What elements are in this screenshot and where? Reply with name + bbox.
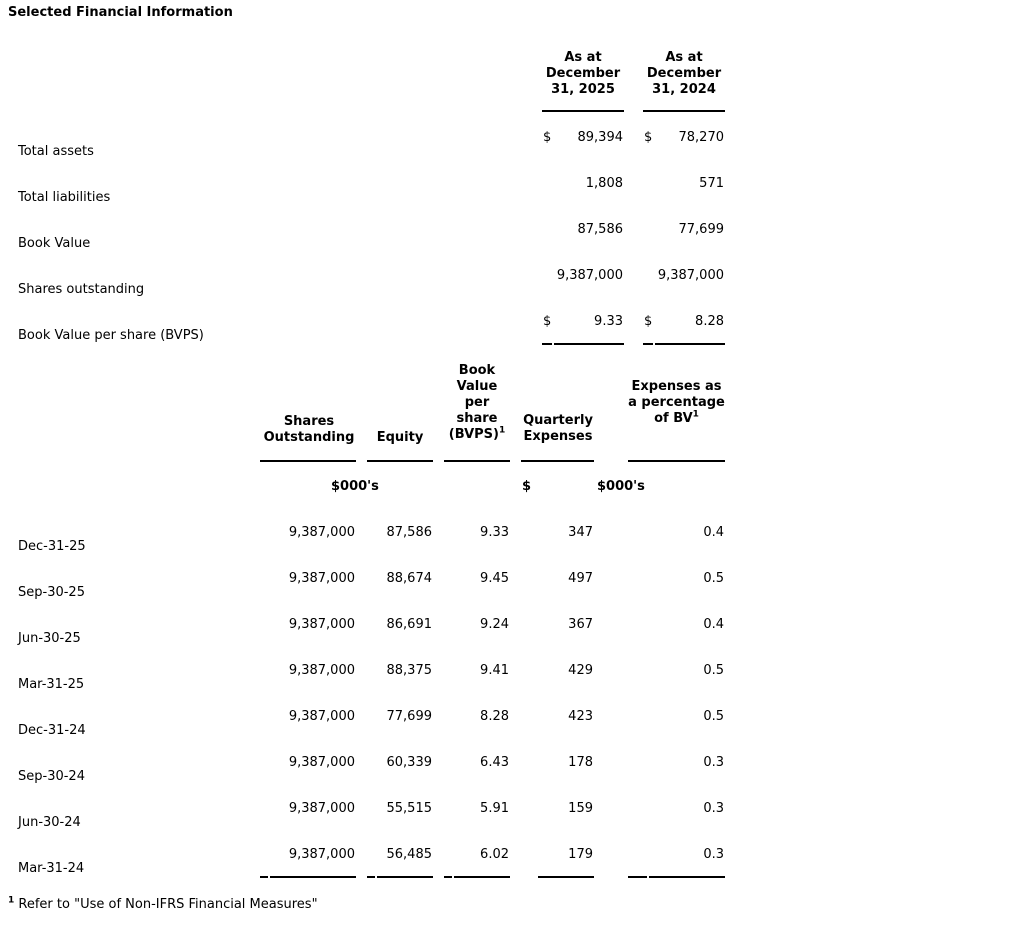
units-thousands-left: $000's xyxy=(331,479,379,494)
cell-bvps: 9.24 xyxy=(480,617,509,632)
summary-header-rule-2024 xyxy=(643,110,725,112)
cell-expenses: 178 xyxy=(568,755,593,770)
cell-shares: 9,387,000 xyxy=(288,571,355,586)
cell-bvps: 9.45 xyxy=(480,571,509,586)
cell-shares: 9,387,000 xyxy=(288,755,355,770)
table-bottom-rule xyxy=(538,876,594,878)
cell-pct: 0.3 xyxy=(703,755,724,770)
page-title: Selected Financial Information xyxy=(8,5,233,20)
table-bottom-rule xyxy=(649,876,725,878)
summary-bottom-rule xyxy=(655,343,725,345)
cell-pct: 0.3 xyxy=(703,847,724,862)
row-date: Jun-30-24 xyxy=(18,815,81,830)
table-bottom-rule xyxy=(377,876,433,878)
summary-value-2024: 571 xyxy=(699,176,724,191)
cell-shares: 9,387,000 xyxy=(288,709,355,724)
cell-equity: 88,375 xyxy=(386,663,432,678)
table-bottom-rule xyxy=(454,876,510,878)
summary-value-2025: 87,586 xyxy=(577,222,623,237)
cell-pct: 0.4 xyxy=(703,617,724,632)
cell-equity: 77,699 xyxy=(386,709,432,724)
currency-symbol: $ xyxy=(644,130,653,145)
col-header-expenses: Quarterly Expenses xyxy=(523,413,593,444)
cell-pct: 0.5 xyxy=(703,663,724,678)
row-date: Jun-30-25 xyxy=(18,631,81,646)
col-header-bvps: Book Value per share (BVPS)$^1$ xyxy=(448,363,506,442)
cell-equity: 55,515 xyxy=(386,801,432,816)
cell-equity: 88,674 xyxy=(386,571,432,586)
cell-pct: 0.5 xyxy=(703,571,724,586)
summary-bottom-rule xyxy=(554,343,624,345)
col-header-rule xyxy=(367,460,433,462)
summary-bottom-rule xyxy=(542,343,552,345)
cell-shares: 9,387,000 xyxy=(288,525,355,540)
summary-row-label: Book Value xyxy=(18,236,91,251)
cell-expenses: 429 xyxy=(568,663,593,678)
currency-symbol: $ xyxy=(543,314,552,329)
summary-bottom-rule xyxy=(643,343,653,345)
summary-row-label: Total liabilities xyxy=(18,190,111,205)
summary-value-2025: 9.33 xyxy=(594,314,623,329)
currency-symbol: $ xyxy=(543,130,552,145)
col-header-rule xyxy=(260,460,356,462)
cell-bvps: 6.43 xyxy=(480,755,509,770)
cell-equity: 87,586 xyxy=(386,525,432,540)
row-date: Sep-30-25 xyxy=(18,585,85,600)
cell-expenses: 347 xyxy=(568,525,593,540)
footnote xyxy=(8,897,318,912)
cell-shares: 9,387,000 xyxy=(288,801,355,816)
table-bottom-rule xyxy=(444,876,452,878)
summary-value-2025: 1,808 xyxy=(585,176,623,191)
col-header-rule xyxy=(444,460,510,462)
summary-value-2024: 77,699 xyxy=(678,222,724,237)
cell-shares: 9,387,000 xyxy=(288,617,355,632)
row-date: Mar-31-25 xyxy=(18,677,85,692)
footnote-marker: 1 xyxy=(8,895,15,906)
cell-shares: 9,387,000 xyxy=(288,663,355,678)
cell-expenses: 423 xyxy=(568,709,593,724)
cell-expenses: 179 xyxy=(568,847,593,862)
cell-pct: 0.5 xyxy=(703,709,724,724)
col-header-equity: Equity xyxy=(376,430,424,445)
row-date: Mar-31-24 xyxy=(18,861,85,876)
summary-header-2024: As at December 31, 2024 xyxy=(646,50,722,97)
cell-bvps: 9.33 xyxy=(480,525,509,540)
cell-expenses: 159 xyxy=(568,801,593,816)
summary-value-2024: 9,387,000 xyxy=(657,268,724,283)
units-thousands-right: $000's xyxy=(597,479,645,494)
summary-value-2025: 89,394 xyxy=(577,130,623,145)
row-date: Dec-31-25 xyxy=(18,539,86,554)
summary-row-label: Book Value per share (BVPS) xyxy=(18,328,204,343)
summary-value-2024: 78,270 xyxy=(678,130,724,145)
summary-row-label: Shares outstanding xyxy=(18,282,145,297)
cell-bvps: 9.41 xyxy=(480,663,509,678)
cell-expenses: 497 xyxy=(568,571,593,586)
table-bottom-rule xyxy=(628,876,647,878)
units-dollar: $ xyxy=(522,479,532,494)
cell-equity: 86,691 xyxy=(386,617,432,632)
table-bottom-rule xyxy=(367,876,375,878)
col-header-shares: Shares Outstanding xyxy=(263,414,355,445)
col-header-pct: Expenses as a percentage of $BV^1$ xyxy=(628,379,725,426)
col-header-rule xyxy=(628,460,725,462)
col-header-rule xyxy=(521,460,594,462)
cell-equity: 56,485 xyxy=(386,847,432,862)
row-date: Sep-30-24 xyxy=(18,769,85,784)
cell-equity: 60,339 xyxy=(386,755,432,770)
summary-header-2025: As at December 31, 2025 xyxy=(545,50,621,97)
cell-shares: 9,387,000 xyxy=(288,847,355,862)
cell-bvps: 5.91 xyxy=(480,801,509,816)
cell-bvps: 8.28 xyxy=(480,709,509,724)
table-bottom-rule xyxy=(260,876,268,878)
cell-pct: 0.4 xyxy=(703,525,724,540)
row-date: Dec-31-24 xyxy=(18,723,86,738)
cell-expenses: 367 xyxy=(568,617,593,632)
summary-value-2025: 9,387,000 xyxy=(556,268,623,283)
summary-row-label: Total assets xyxy=(18,144,94,159)
cell-bvps: 6.02 xyxy=(480,847,509,862)
summary-header-rule-2025 xyxy=(542,110,624,112)
cell-pct: 0.3 xyxy=(703,801,724,816)
table-bottom-rule xyxy=(270,876,356,878)
footnote-text: Refer to "Use of Non-IFRS Financial Measures" xyxy=(18,897,318,912)
summary-value-2024: 8.28 xyxy=(695,314,724,329)
currency-symbol: $ xyxy=(644,314,653,329)
